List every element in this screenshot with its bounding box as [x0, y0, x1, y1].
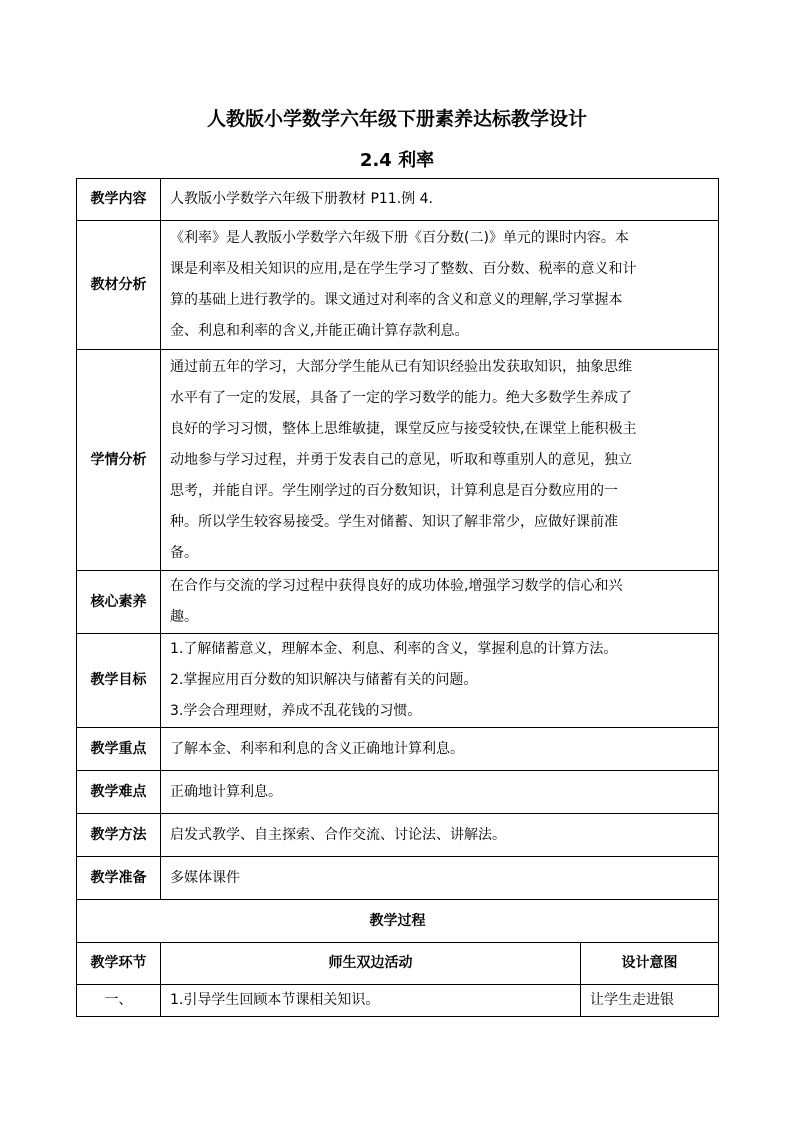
table-row — [77, 857, 719, 900]
text-line: 启发式教学、自主探索、合作交流、讨论法、讲解法。 — [170, 826, 506, 843]
row-label-difficulty: 教学难点 — [77, 771, 161, 814]
text-line: 多媒体课件 — [170, 869, 240, 886]
text-line: 备。 — [170, 544, 198, 561]
row-label-preparation: 教学准备 — [77, 857, 161, 900]
row-label-objectives: 教学目标 — [77, 634, 161, 728]
table-row — [77, 771, 719, 814]
row-label-core-literacy: 核心素养 — [77, 571, 161, 634]
table-row — [77, 634, 719, 728]
table-row — [77, 814, 719, 857]
document-title: 人教版小学数学六年级下册素养达标教学设计 — [206, 108, 587, 130]
process-header: 教学过程 — [77, 900, 719, 943]
table-row — [77, 571, 719, 634]
table-row — [77, 728, 719, 771]
column-header-activity: 师生双边活动 — [161, 943, 581, 985]
row-value-student-analysis — [161, 350, 719, 571]
row-value-material-analysis — [161, 221, 719, 350]
row-value-core-literacy — [161, 571, 719, 634]
row-value-method — [161, 814, 719, 857]
row-label-key-point: 教学重点 — [77, 728, 161, 771]
text-line: 趣。 — [170, 609, 198, 625]
table-row — [77, 943, 719, 985]
text-line: 人教版小学数学六年级下册教材 P11.例 4. — [170, 191, 433, 207]
text-line: 在合作与交流的学习过程中获得良好的成功体验,增强学习数学的信心和兴 — [170, 578, 623, 594]
process-stage-cell: 一、 — [77, 985, 161, 1017]
row-label-material-analysis: 教材分析 — [77, 221, 161, 350]
table-row — [77, 900, 719, 943]
row-value-difficulty — [161, 771, 719, 814]
row-value-key-point — [161, 728, 719, 771]
row-value-objectives — [161, 634, 719, 728]
table-row — [77, 179, 719, 221]
column-header-stage: 教学环节 — [77, 943, 161, 985]
process-intent-cell: 让学生走进银 — [581, 985, 719, 1017]
column-header-intent: 设计意图 — [581, 943, 719, 985]
text-line: 课是利率及相关知识的应用,是在学生学习了整数、百分数、税率的意义和计 — [170, 261, 637, 277]
process-activity-cell: 1.引导学生回顾本节课相关知识。 — [161, 985, 581, 1017]
row-label-student-analysis: 学情分析 — [77, 350, 161, 571]
text-line: 通过前五年的学习，大部分学生能从已有知识经验出发获取知识，抽象思维 — [170, 358, 632, 375]
lesson-subtitle: 2.4 利率 — [359, 150, 435, 171]
row-label-method: 教学方法 — [77, 814, 161, 857]
text-line: 算的基础上进行教学的。课文通过对利率的含义和意义的理解,学习掌握本 — [170, 292, 623, 308]
row-value-content — [161, 179, 719, 221]
table-row — [77, 350, 719, 571]
table-row — [77, 985, 719, 1017]
text-line: 良好的学习习惯，整体上思维敏捷，课堂反应与接受较快,在课堂上能积极主 — [170, 420, 637, 437]
row-label-content: 教学内容 — [77, 179, 161, 221]
text-line: 思考，并能自评。学生刚学过的百分数知识，计算利息是百分数应用的一 — [170, 482, 618, 499]
text-line: 《利率》是人教版小学数学六年级下册《百分数(二)》单元的课时内容。本 — [170, 230, 629, 246]
text-line: 动地参与学习过程，并勇于发表自己的意见，听取和尊重别人的意见，独立 — [170, 451, 632, 468]
lesson-plan-table — [76, 178, 719, 1017]
text-line: 正确地计算利息。 — [170, 783, 282, 800]
table-row — [77, 221, 719, 350]
text-line: 了解本金、利率和利息的含义正确地计算利息。 — [170, 740, 464, 757]
text-line: 1.了解储蓄意义，理解本金、利息、利率的含义，掌握利息的计算方法。 — [170, 641, 618, 657]
text-line: 种。所以学生较容易接受。学生对储蓄、知识了解非常少，应做好课前准 — [170, 513, 618, 530]
text-line: 3.学会合理理财，养成不乱花钱的习惯。 — [170, 703, 422, 719]
text-line: 2.掌握应用百分数的知识解决与储蓄有关的问题。 — [170, 672, 478, 688]
text-line: 金、利息和利率的含义,并能正确计算存款利息。 — [170, 323, 469, 339]
text-line: 水平有了一定的发展，具备了一定的学习数学的能力。绝大多数学生养成了 — [170, 389, 632, 406]
row-value-preparation — [161, 857, 719, 900]
